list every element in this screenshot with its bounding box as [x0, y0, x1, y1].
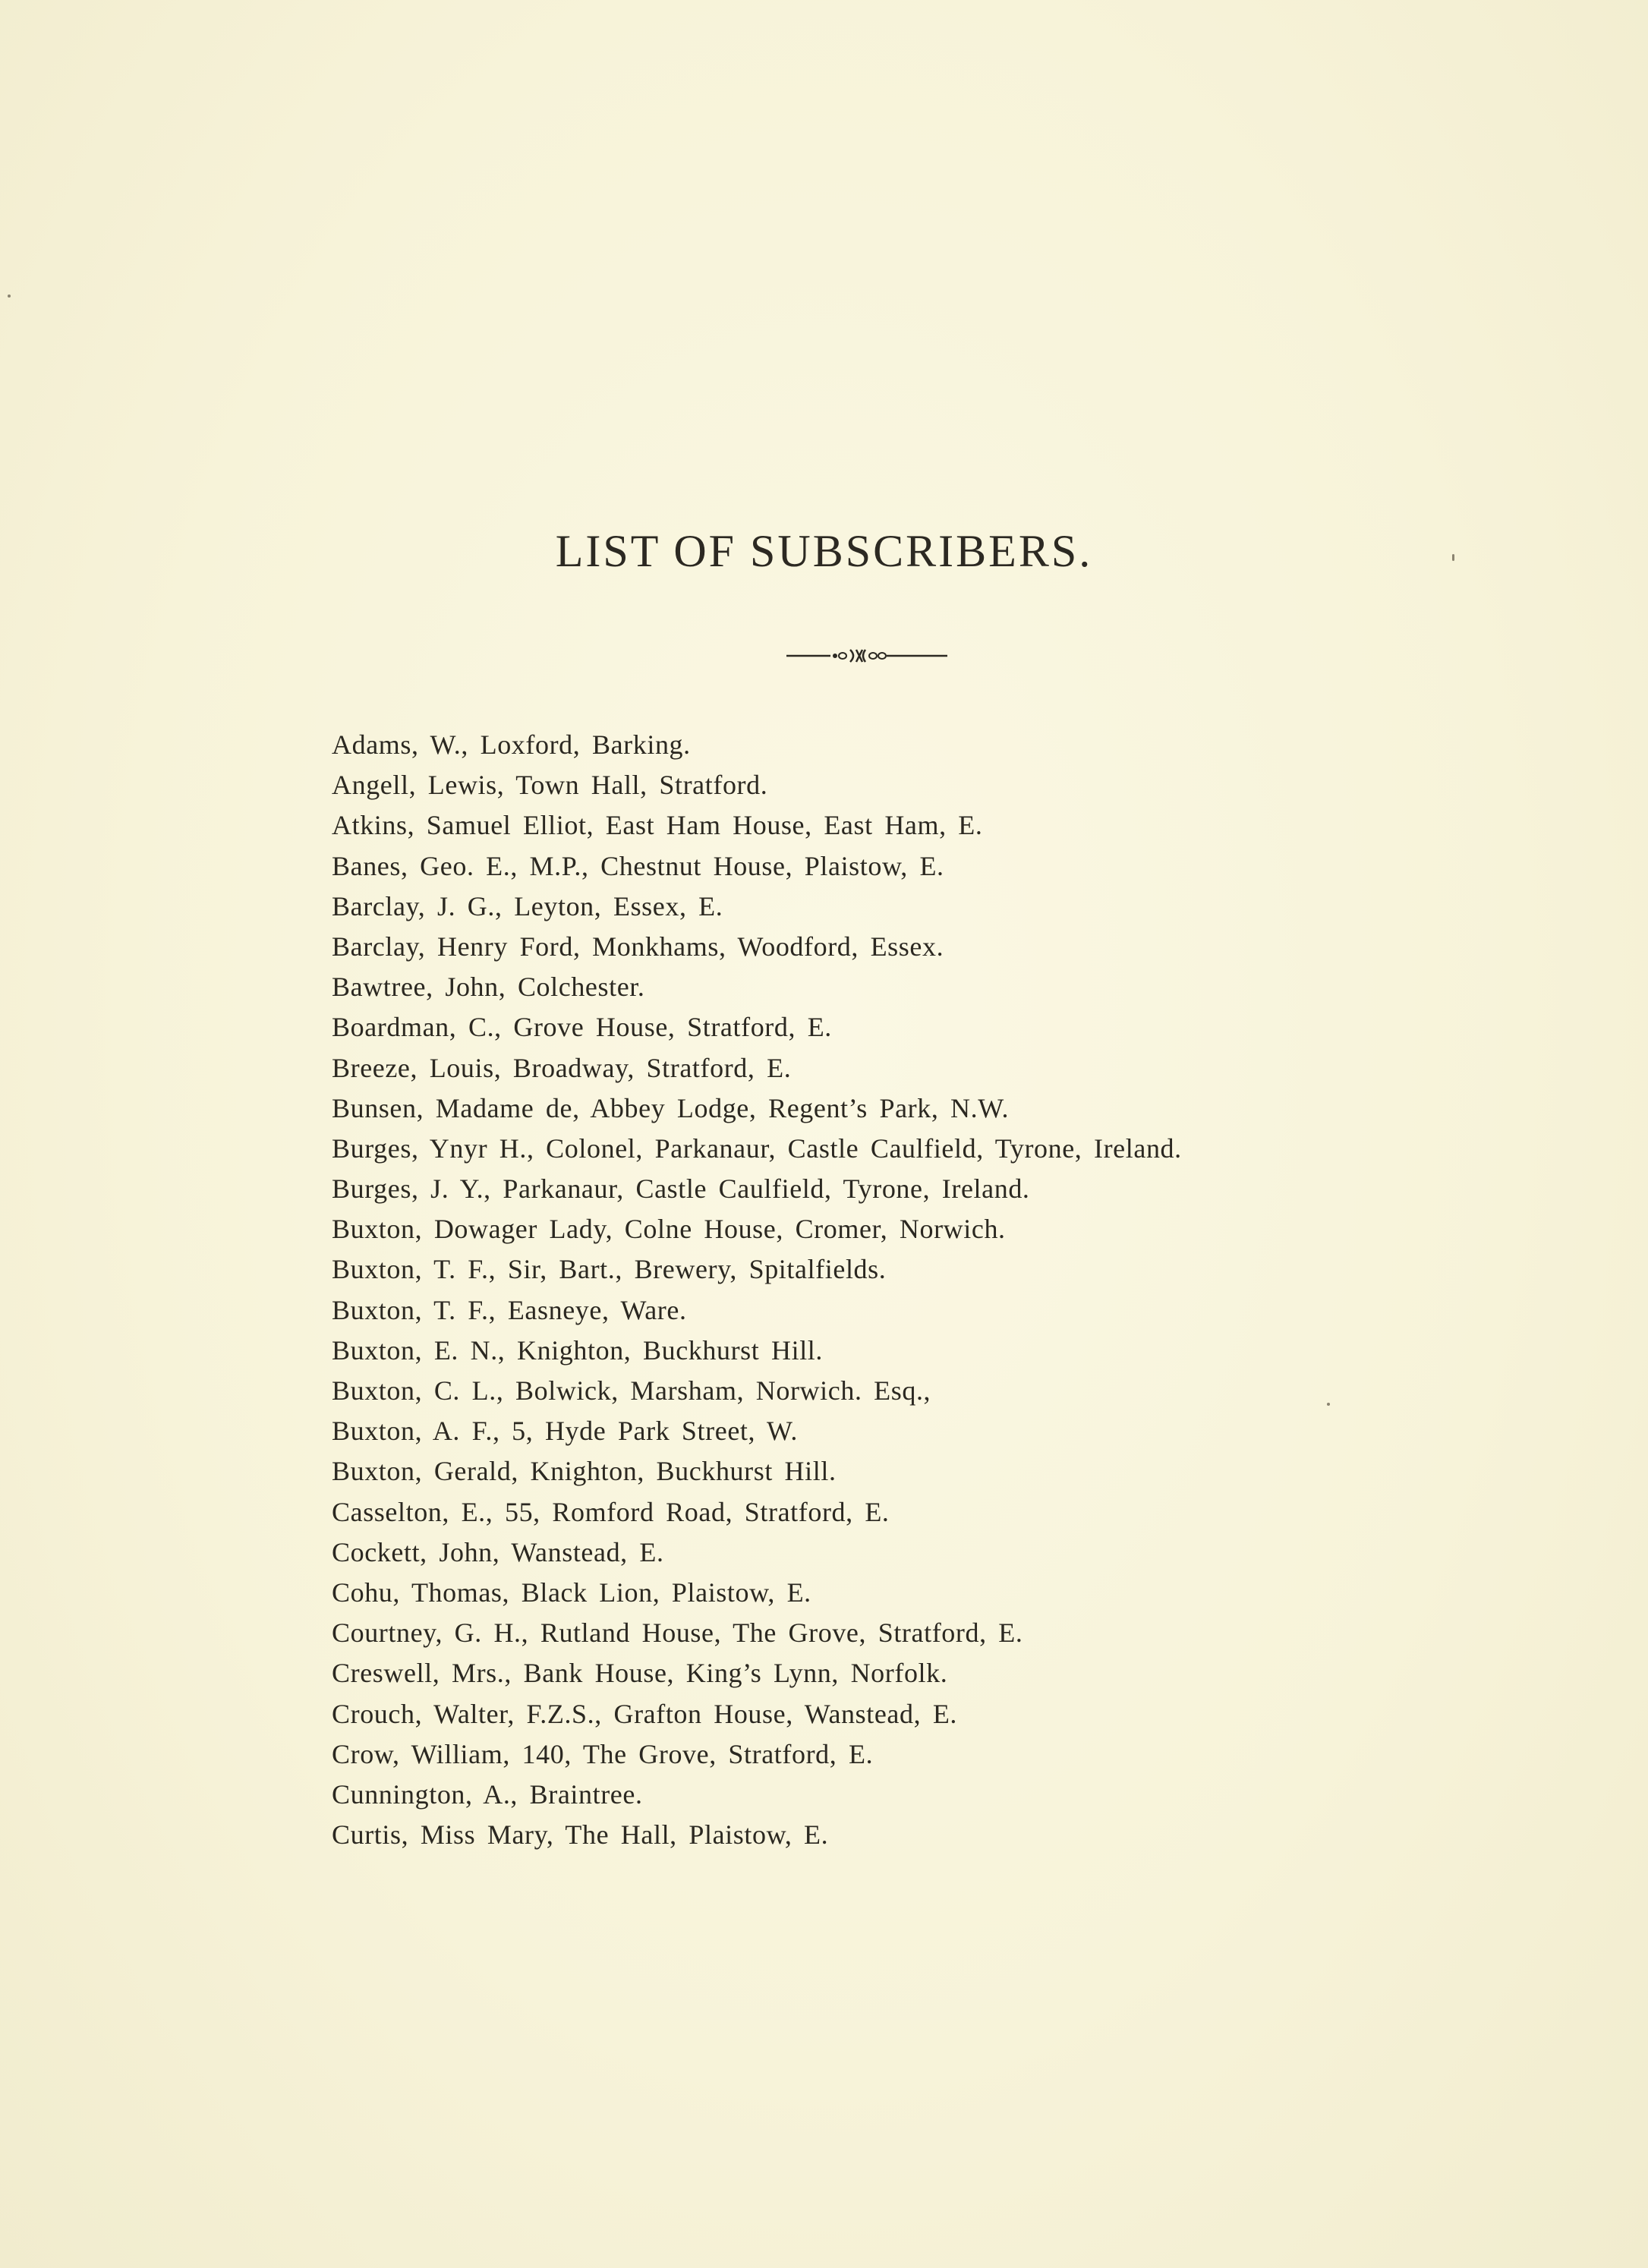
subscriber-entry: Buxton, Gerald, Knighton, Buckhurst Hill. [332, 1456, 837, 1487]
subscriber-entry: Boardman, C., Grove House, Stratford, E. [332, 1012, 832, 1043]
subscriber-entry: Curtis, Miss Mary, The Hall, Plaistow, E. [332, 1819, 829, 1851]
subscriber-entry: Angell, Lewis, Town Hall, Stratford. [332, 770, 768, 801]
subscriber-entry: Buxton, A. F., 5, Hyde Park Street, W. [332, 1416, 798, 1447]
subscriber-entry: Creswell, Mrs., Bank House, King’s Lynn, Norfolk. [332, 1658, 948, 1689]
subscriber-entry: Crow, William, 140, The Grove, Stratford, E. [332, 1738, 874, 1769]
subscriber-list [332, 725, 1182, 1855]
subscriber-entry: Courtney, G. H., Rutland House, The Grove, Stratford, E. [332, 1618, 1023, 1649]
subscriber-entry: Burges, Ynyr H., Colonel, Parkanaur, Castle Caulfield, Tyrone, Ireland. [332, 1132, 1182, 1164]
subscriber-entry: Casselton, E., 55, Romford Road, Stratford, E. [332, 1496, 890, 1527]
page-title: LIST OF SUBSCRIBERS. [555, 526, 1093, 576]
subscriber-entry: Cunnington, A., Braintree. [332, 1778, 643, 1810]
subscriber-entry: Cohu, Thomas, Black Lion, Plaistow, E. [332, 1577, 811, 1608]
subscriber-entry: Bunsen, Madame de, Abbey Lodge, Regent’s Park, N.W. [332, 1092, 1010, 1123]
subscriber-entry: Buxton, C. L., Bolwick, Marsham, Norwich. Esq., [332, 1375, 931, 1406]
subscriber-entry: Banes, Geo. E., M.P., Chestnut House, Plaistow, E. [332, 850, 944, 881]
subscriber-entry: Breeze, Louis, Broadway, Stratford, E. [332, 1052, 792, 1083]
subscriber-entry: Buxton, Dowager Lady, Colne House, Cromer, Norwich. [332, 1214, 1006, 1245]
subscriber-entry: Buxton, E. N., Knighton, Buckhurst Hill. [332, 1334, 823, 1366]
paper-speck [1452, 554, 1454, 561]
subscriber-entry: Atkins, Samuel Elliot, East Ham House, East Ham, E. [332, 810, 983, 841]
paper-speck [1327, 1403, 1330, 1406]
ornament-divider [786, 645, 953, 666]
subscriber-entry: Burges, J. Y., Parkanaur, Castle Caulfield, Tyrone, Ireland. [332, 1173, 1030, 1205]
subscriber-entry: Bawtree, John, Colchester. [332, 972, 645, 1003]
subscriber-entry: Buxton, T. F., Easneye, Ware. [332, 1294, 687, 1325]
subscriber-entry: Crouch, Walter, F.Z.S., Grafton House, Wanstead, E. [332, 1698, 958, 1729]
subscriber-entry: Cockett, John, Wanstead, E. [332, 1536, 664, 1567]
subscriber-entry: Buxton, T. F., Sir, Bart., Brewery, Spitalfields. [332, 1254, 887, 1285]
subscriber-entry: Barclay, J. G., Leyton, Essex, E. [332, 890, 723, 921]
paper-speck [8, 295, 11, 298]
subscriber-entry: Barclay, Henry Ford, Monkhams, Woodford, Essex. [332, 931, 944, 962]
subscriber-entry: Adams, W., Loxford, Barking. [332, 729, 691, 760]
